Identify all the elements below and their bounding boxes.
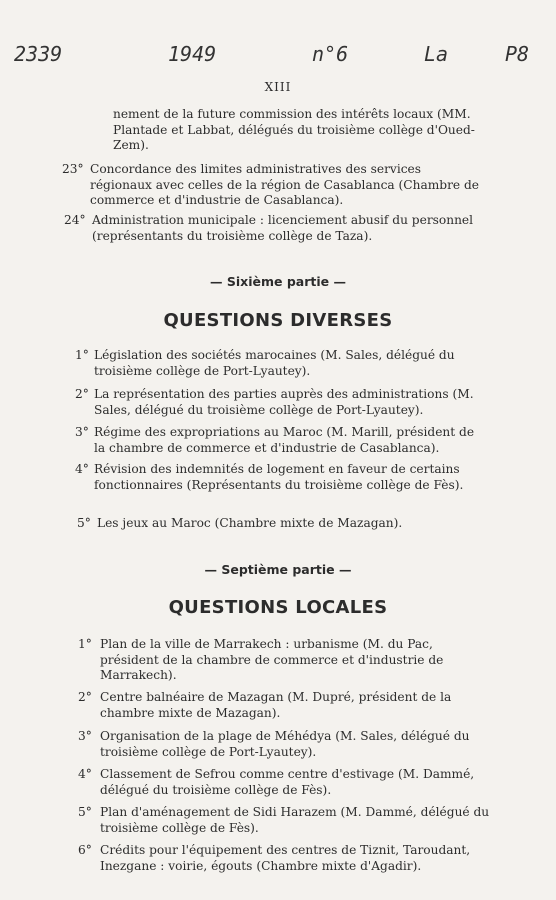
item-text: Centre balnéaire de Mazagan (M. Dupré, président de la chambre mixte de Mazagan). [100,690,452,720]
item-text: Législation des sociétés marocaines (M. Sales, délégué du troisième collège de Port-Lyautey). [94,348,455,378]
item-number: 2° [75,387,89,401]
item-text: Les jeux au Maroc (Chambre mixte de Mazagan). [97,516,403,530]
item-number: 4° [78,767,92,781]
item-number: 5° [77,516,91,530]
item-text: Plan de la ville de Marrakech : urbanisme (M. du Pac, président de la chambre de commerce et d'industrie de Marrakech). [100,637,444,682]
section-heading: QUESTIONS LOCALES [168,597,388,618]
item-number: 3° [75,425,89,439]
handwritten-page: P8 [505,42,530,66]
item-text: Organisation de la plage de Méhédya (M. Sales, délégué du troisième collège de Port-Lyautey). [100,729,470,759]
item-number: 5° [78,805,92,819]
list-item [78,637,490,684]
list-item [75,425,486,456]
handwritten-number: n°6 [312,42,349,66]
item-text: Classement de Sefrou comme centre d'estivage (M. Dammé, délégué du troisième collège de Fès). [100,767,475,797]
item-text: Concordance des limites administratives des services régionaux avec celles de la région de Casablanca (Chambre de commerce et d'industrie de Casablanca). [90,162,480,207]
item-number: 23° [62,162,84,176]
list-item [78,690,490,721]
handwritten-la: La [424,42,449,66]
list-item [77,516,489,532]
list-item [75,462,486,493]
item-number: 24° [64,213,86,227]
list-item [75,348,486,379]
handwritten-reference: 2339 [14,42,63,66]
list-item [78,729,490,760]
item-text: nement de la future commission des intérêts locaux (MM. Plantade et Labbat, délégués du troisième collège d'Oued-Zem). [113,107,475,152]
item-number: 2° [78,690,92,704]
handwritten-year: 1949 [168,42,217,66]
item-text: La représentation des parties auprès des administrations (M. Sales, délégué du troisième collège de Port-Lyautey). [94,387,474,417]
list-item [78,767,490,798]
item-number: 4° [75,462,89,476]
item-number: 1° [78,637,92,651]
item-text: Régime des expropriations au Maroc (M. Marill, président de la chambre de commerce et d'industrie de Casablanca). [94,425,475,455]
item-text: Plan d'aménagement de Sidi Harazem (M. Dammé, délégué du troisième collège de Fès). [100,805,490,835]
list-item [78,805,490,836]
list-item [78,843,490,874]
item-text: Administration municipale : licenciement abusif du personnel (représentants du troisième collège de Taza). [92,213,474,243]
list-item [62,162,486,209]
item-number: 3° [78,729,92,743]
list-item [75,387,486,418]
page-number: XIII [264,80,292,94]
section-heading: QUESTIONS DIVERSES [163,310,393,331]
list-item [64,213,486,244]
part-label: — Septième partie — [204,562,352,577]
item-text: Révision des indemnités de logement en faveur de certains fonctionnaires (Représentants du troisième collège de Fès). [94,462,464,492]
item-number: 1° [75,348,89,362]
item-number: 6° [78,843,92,857]
list-item [113,107,483,154]
item-text: Crédits pour l'équipement des centres de Tiznit, Taroudant, Inezgane : voirie, égouts (Chambre mixte d'Agadir). [100,843,471,873]
part-label: — Sixième partie — [210,274,346,289]
